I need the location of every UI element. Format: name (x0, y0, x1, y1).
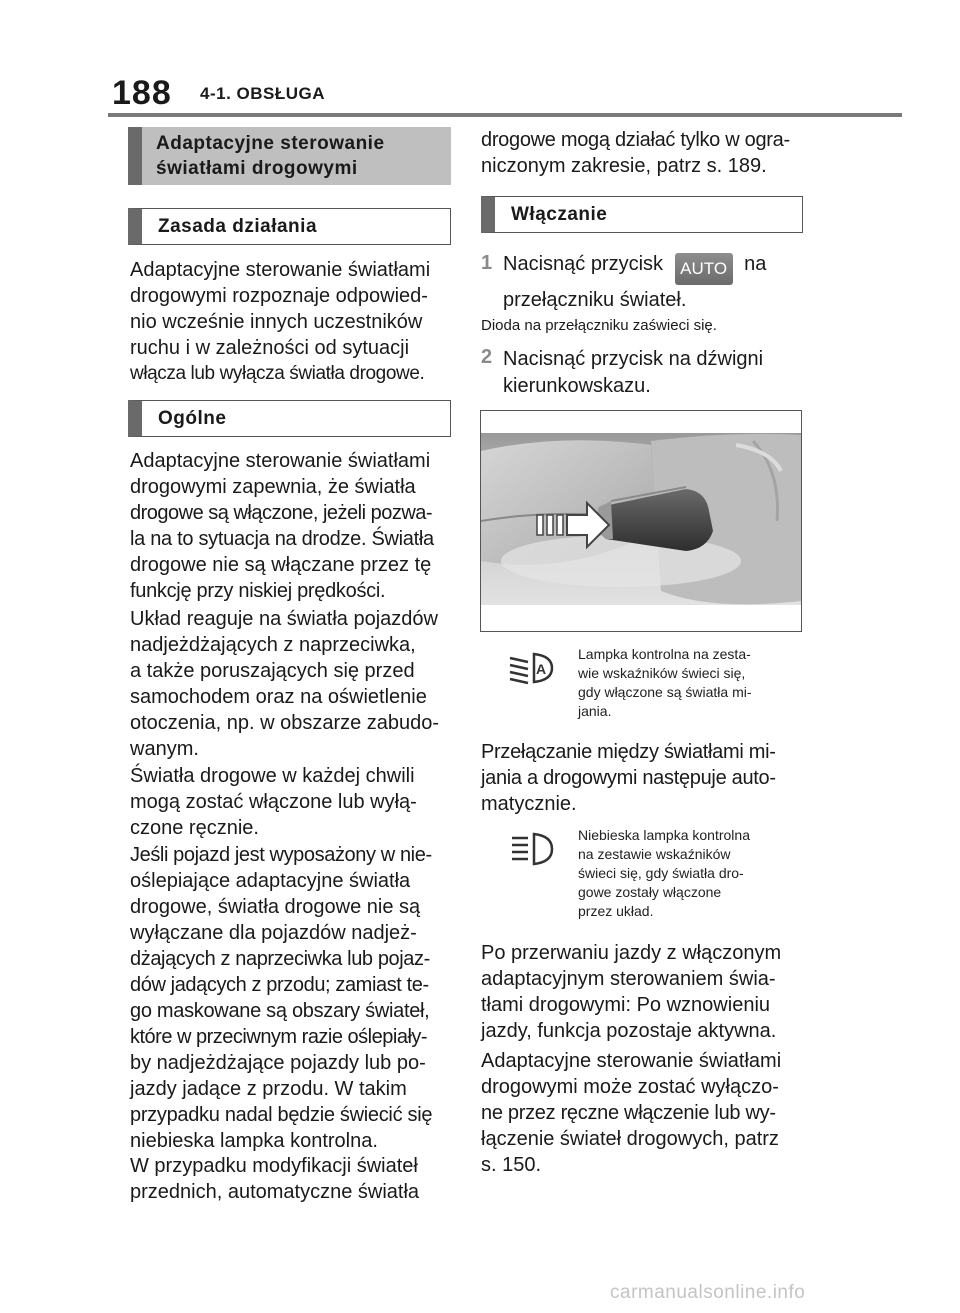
text-line: jania a drogowymi następuje auto- (481, 767, 776, 789)
text-line: dżających z naprzeciwka lub pojaz- (130, 948, 430, 970)
text-line: funkcję przy niskiej prędkości. (130, 580, 386, 602)
step-text: kierunkowskazu. (503, 375, 651, 397)
text-line: przypadku nadal będzie świecić się (130, 1104, 433, 1126)
section-title-line1: Adaptacyjne sterowanie (156, 133, 385, 154)
text-line: drogowe mogą działać tylko w ogra- (481, 129, 790, 151)
note-line: przez układ. (578, 903, 654, 919)
text-line: matycznie. (481, 793, 577, 815)
lever-drawing (481, 411, 801, 631)
subsection-title: Ogólne (158, 408, 227, 429)
text-line: Światła drogowe w każdej chwili (130, 765, 415, 787)
paragraph-continued (481, 127, 803, 179)
text-line: la na to sytuacja na drodze. Światła (130, 528, 434, 550)
watermark: carmanualsonline.info (610, 1282, 806, 1303)
auto-button-icon: AUTO (675, 253, 733, 285)
text-line: nio wcześnie innych uczestników (130, 311, 423, 333)
subsection-header-general (128, 400, 451, 437)
lever-illustration (480, 410, 802, 632)
paragraph-general-2 (130, 606, 450, 762)
text-line: łączenie świateł drogowych, patrz (481, 1128, 779, 1150)
step-number: 2 (481, 346, 493, 368)
note-line: na zestawie wskaźników (578, 846, 731, 862)
text-line: drogowe nie są włączane przez tę (130, 554, 432, 576)
text-line: ne przez ręczne włączenie lub wy- (481, 1102, 776, 1124)
text-line: tłami drogowymi: Po wznowieniu (481, 994, 771, 1016)
subsection-title: Zasada działania (158, 216, 318, 237)
text-line: jazdy jadące z przodu. W takim (130, 1078, 407, 1100)
note-line: Lampka kontrolna na zesta- (578, 646, 751, 662)
section-header (128, 127, 451, 185)
high-beam-icon (508, 830, 554, 873)
text-line: czone ręcznie. (130, 817, 259, 839)
text-line: drogowymi może zostać wyłączo- (481, 1076, 779, 1098)
text-line: Przełączanie między światłami mi- (481, 741, 776, 763)
text-line: jazdy, funkcja pozostaje aktywna. (481, 1020, 777, 1042)
text-line: drogowymi zapewnia, że światła (130, 476, 416, 498)
text-line: niebieska lampka kontrolna. (130, 1130, 378, 1152)
text-line: które w przeciwnym razie oślepiały- (130, 1026, 428, 1048)
high-beam-note (578, 826, 800, 921)
text-line: wyłączane dla pojazdów nadjeż- (130, 922, 417, 944)
text-line: mogą zostać włączone lub wyłą- (130, 791, 417, 813)
low-beam-note (578, 645, 800, 721)
text-line: adaptacyjnym sterowaniem świa- (481, 968, 776, 990)
paragraph-general-3 (130, 763, 450, 841)
note-line: wie wskaźników świeci się, (578, 665, 746, 681)
paragraph-switching (481, 739, 803, 817)
note-line: gowe zostały włączone (578, 884, 722, 900)
low-beam-auto-icon (506, 648, 554, 693)
text-line: by nadjeżdżające pojazdy lub po- (130, 1052, 426, 1074)
step-text: Nacisnąć przycisk na dźwigni (503, 348, 764, 370)
step-1 (481, 252, 492, 275)
text-line: s. 150. (481, 1154, 542, 1176)
step-number: 1 (481, 252, 493, 274)
text-line: Po przerwaniu jazdy z włączonym (481, 942, 782, 964)
step-text: na (744, 253, 767, 275)
text-line: drogowymi rozpoznaje odpowied- (130, 285, 428, 307)
paragraph-general-4 (130, 842, 450, 1154)
svg-text:A: A (536, 661, 547, 677)
text-line: Adaptacyjne sterowanie światłami (481, 1050, 782, 1072)
text-line: samochodem oraz na oświetlenie (130, 686, 427, 708)
step-text: Nacisnąć przycisk (503, 253, 664, 275)
note-line: jania. (578, 703, 612, 719)
text-line: W przypadku modyfikacji świateł (130, 1155, 418, 1177)
subsection-header-activation (481, 196, 803, 233)
paragraph-principle (130, 257, 450, 387)
note-line: gdy włączone są światła mi- (578, 684, 752, 700)
text-line: wanym. (130, 738, 199, 760)
paragraph-general-1 (130, 448, 450, 604)
text-line: niczonym zakresie, patrz s. 189. (481, 155, 767, 177)
text-line: Adaptacyjne sterowanie światłami (130, 259, 431, 281)
paragraph-deactivation (481, 1048, 803, 1178)
step-text: przełączniku świateł. (503, 289, 687, 311)
text-line: włącza lub wyłącza światła drogowe. (130, 363, 425, 384)
header-rule (108, 113, 902, 117)
subsection-title: Włączanie (511, 204, 608, 225)
section-title-line2: światłami drogowymi (156, 158, 358, 179)
text-line: Układ reaguje na światła pojazdów (130, 608, 438, 630)
note-line: Niebieska lampka kontrolna (578, 827, 750, 843)
text-line: przednich, automatyczne światła (130, 1181, 420, 1203)
text-line: a także poruszających się przed (130, 660, 415, 682)
text-line: Adaptacyjne sterowanie światłami (130, 450, 431, 472)
step-1-text (503, 247, 803, 315)
note-line: świeci się, gdy światła dro- (578, 865, 744, 881)
page-number: 188 (112, 74, 172, 112)
text-line: otoczenia, np. w obszarze zabudo- (130, 712, 440, 734)
step-2 (481, 346, 492, 369)
paragraph-interruption (481, 940, 803, 1044)
step-1-note: Dioda na przełączniku zaświeci się. (481, 317, 717, 334)
step-2-text (503, 346, 803, 400)
text-line: nadjeżdżających z naprzeciwka, (130, 634, 416, 656)
text-line: go maskowane są obszary świateł, (130, 1000, 430, 1022)
text-line: drogowe są włączone, jeżeli pozwa- (130, 502, 433, 524)
text-line: drogowe, światła drogowe nie są (130, 896, 421, 918)
text-line: dów jadących z przodu; zamiast te- (130, 974, 429, 996)
subsection-header-principle (128, 208, 451, 245)
chapter-title: 4-1. OBSŁUGA (200, 84, 326, 103)
text-line: Jeśli pojazd jest wyposażony w nie- (130, 844, 432, 866)
paragraph-general-5 (130, 1153, 450, 1205)
text-line: oślepiające adaptacyjne światła (130, 870, 411, 892)
text-line: ruchu i w zależności od sytuacji (130, 337, 410, 359)
